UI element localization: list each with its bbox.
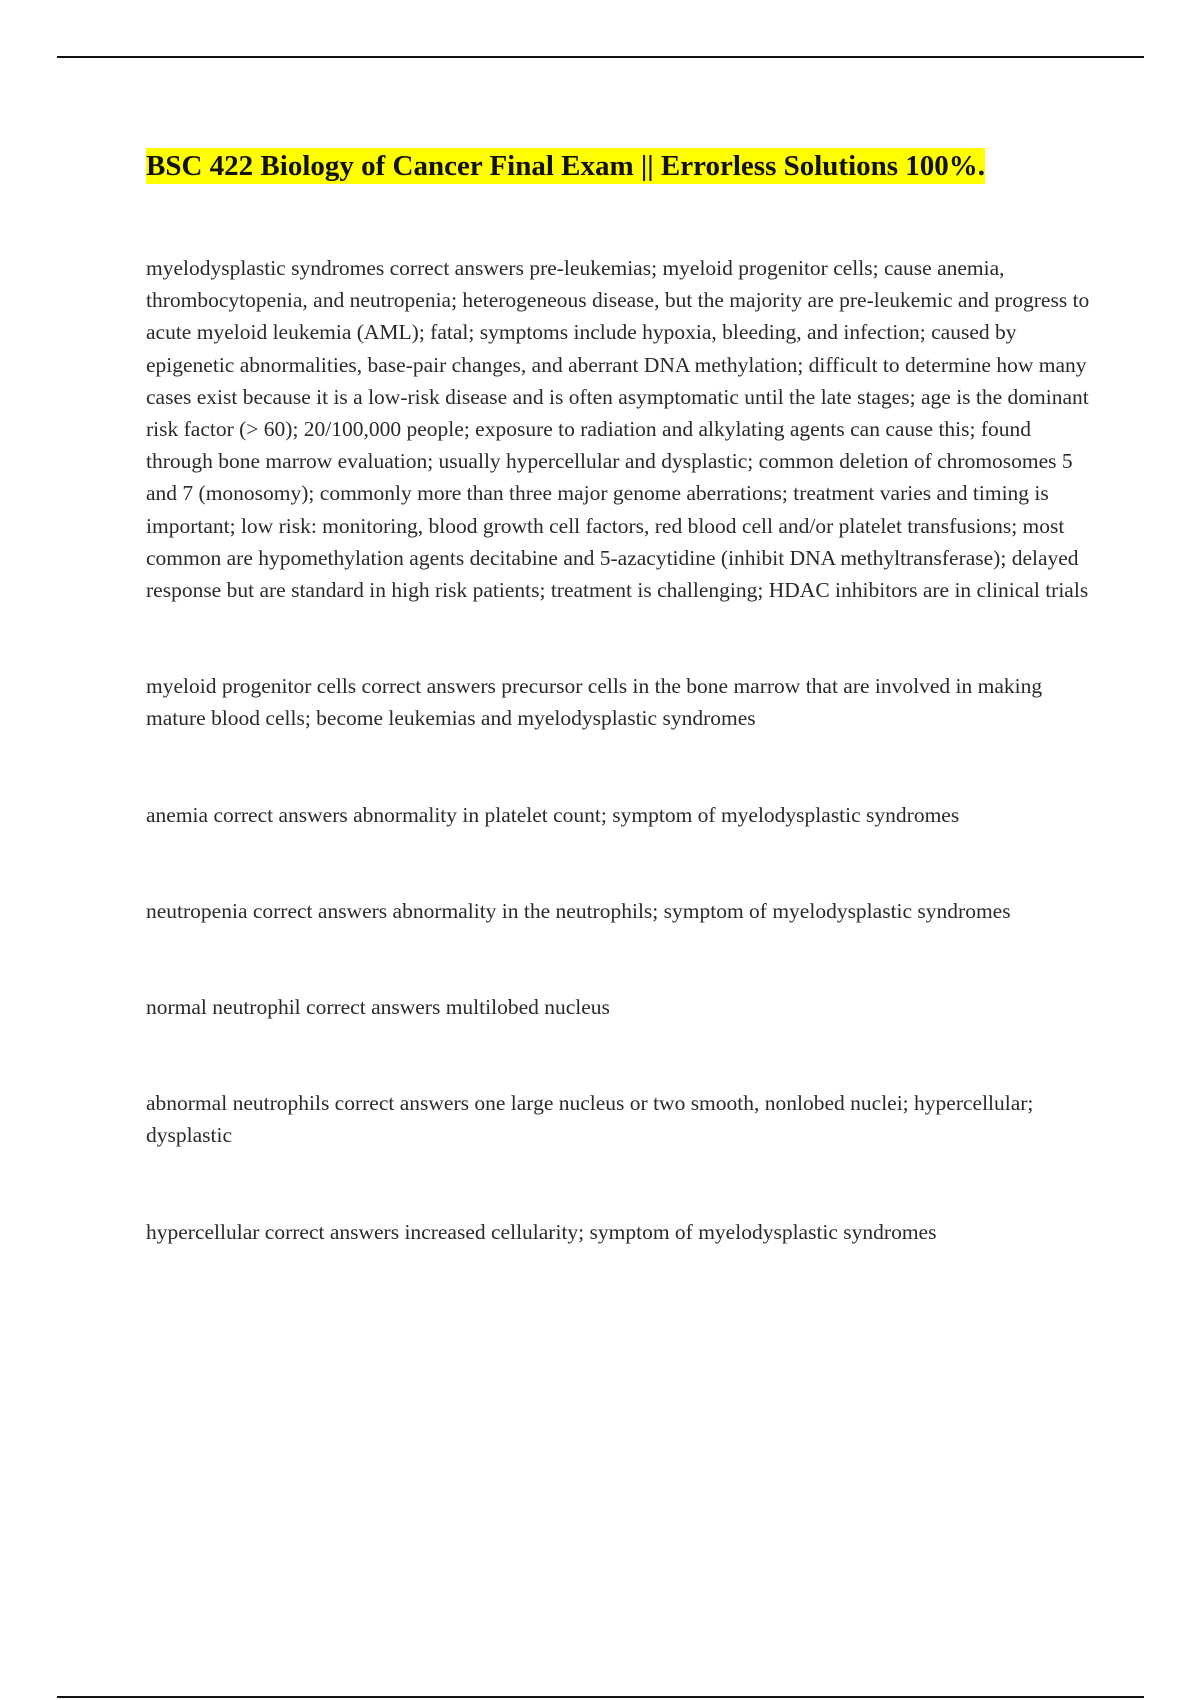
entry-list [146,252,1096,1248]
entry-anemia: anemia correct answers abnormality in platelet count; symptom of myelodysplastic syndromes [146,802,960,827]
entry-myelodysplastic-syndromes: myelodysplastic syndromes correct answers pre-leukemias; myeloid progenitor cells; cause anemia, thrombocytopenia, and neutropenia; heterogeneous disease, but the majority are pre-leukemic and progress to acute myeloid leukemia (AML); fatal; symptoms include hypoxia, bleeding, and infection; caused by epigenetic abnormalities, base-pair changes, and aberrant DNA methylation; difficult to determine how many cases exist because it is a low-risk disease and is often asymptomatic until the late stages; age is the dominant risk factor (> 60); 20/100,000 people; exposure to radiation and alkylating agents can cause this; found through bone marrow evaluation; usually hypercellular and dysplastic; common deletion of chromosomes 5 and 7 (monosomy); commonly more than three major genome aberrations; treatment varies and timing is important; low risk: monitoring, blood growth cell factors, red blood cell and/or platelet transfusions; most common are hypomethylation agents decitabine and 5-azacytidine (inhibit DNA methyltransferase); delayed response but are standard in high risk patients; treatment is challenging; HDAC inhibitors are in clinical trials [146,256,1090,603]
entry-abnormal-neutrophils: abnormal neutrophils correct answers one large nucleus or two smooth, nonlobed nuclei; hypercellular; dysplastic [146,1091,1034,1148]
bottom-rule [57,1696,1144,1698]
entry-myeloid-progenitor-cells: myeloid progenitor cells correct answers precursor cells in the bone marrow that are involved in making mature blood cells; become leukemias and myelodysplastic syndromes [146,674,1043,731]
top-rule [57,56,1144,58]
document-title [146,146,1096,186]
entry-neutropenia: neutropenia correct answers abnormality in the neutrophils; symptom of myelodysplastic syndromes [146,898,1011,923]
entry-normal-neutrophil: normal neutrophil correct answers multilobed nucleus [146,995,610,1020]
document-title-highlight: BSC 422 Biology of Cancer Final Exam || Errorless Solutions 100%. [146,150,986,182]
entry-hypercellular: hypercellular correct answers increased cellularity; symptom of myelodysplastic syndromes [146,1219,937,1244]
document-body [146,146,1096,1312]
